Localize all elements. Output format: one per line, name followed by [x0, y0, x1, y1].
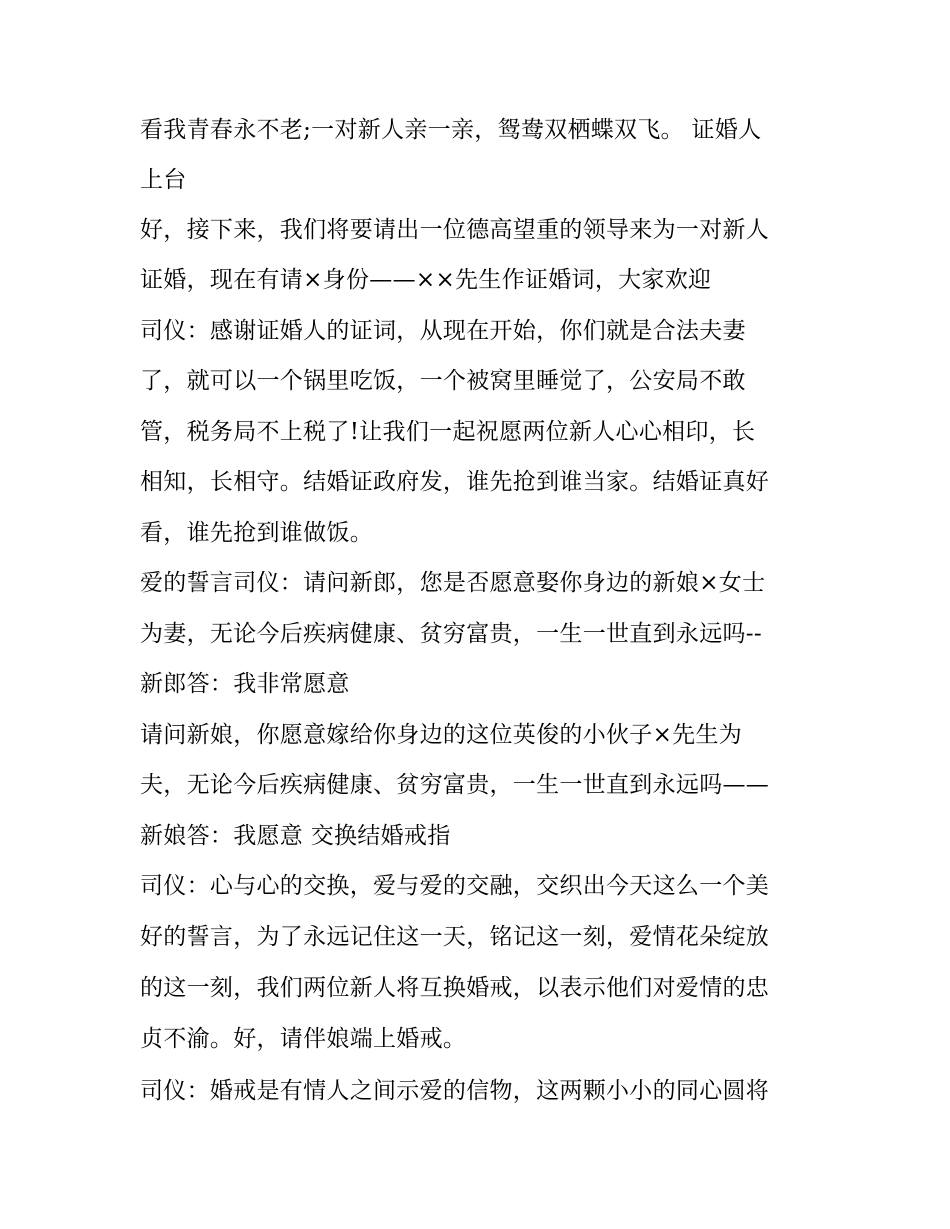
text-line: 好的誓言，为了永远记住这一天，铭记这一刻，爱情花朵绽放: [140, 924, 770, 950]
text-line: 爱的誓言司仪：请问新郎，您是否愿意娶你身边的新娘×女士: [140, 570, 766, 596]
text-line: 司仪：心与心的交换，爱与爱的交融，交织出今天这么一个美: [140, 873, 770, 899]
text-line: 新郎答：我非常愿意: [140, 671, 350, 697]
text-line: 好，接下来，我们将要请出一位德高望重的领导来为一对新人: [140, 217, 770, 243]
text-line: 证婚，现在有请×身份——××先生作证婚词，大家欢迎: [140, 267, 712, 293]
text-line: 为妻，无论今后疾病健康、贫穷富贵，一生一世直到永远吗--: [140, 621, 762, 647]
text-line: 司仪：感谢证婚人的证词，从现在开始，你们就是合法夫妻: [140, 318, 746, 344]
text-line: 管，税务局不上税了!让我们一起祝愿两位新人心心相印，长: [140, 419, 756, 445]
text-line: 司仪：婚戒是有情人之间示爱的信物，这两颗小小的同心圆将: [140, 1078, 770, 1104]
text-line: 新娘答：我愿意 交换结婚戒指: [140, 823, 451, 849]
text-line: 相知，长相守。结婚证政府发，谁先抢到谁当家。结婚证真好: [140, 469, 770, 495]
text-line: 了，就可以一个锅里吃饭，一个被窝里睡觉了，公安局不敢: [140, 368, 746, 394]
text-line: 的这一刻，我们两位新人将互换婚戒，以表示他们对爱情的忠: [140, 975, 770, 1001]
text-line: 看，谁先抢到谁做饭。: [140, 520, 373, 546]
text-line: 夫，无论今后疾病健康、贫穷富贵，一生一世直到永远吗——: [140, 772, 770, 798]
text-line: 看我青春永不老;一对新人亲一亲，鸳鸯双栖蝶双飞。 证婚人: [140, 117, 762, 143]
text-line: 上台: [140, 167, 187, 193]
text-line: 请问新娘，你愿意嫁给你身边的这位英俊的小伙子×先生为: [140, 722, 743, 748]
text-line: 贞不渝。好，请伴娘端上婚戒。: [140, 1026, 467, 1052]
